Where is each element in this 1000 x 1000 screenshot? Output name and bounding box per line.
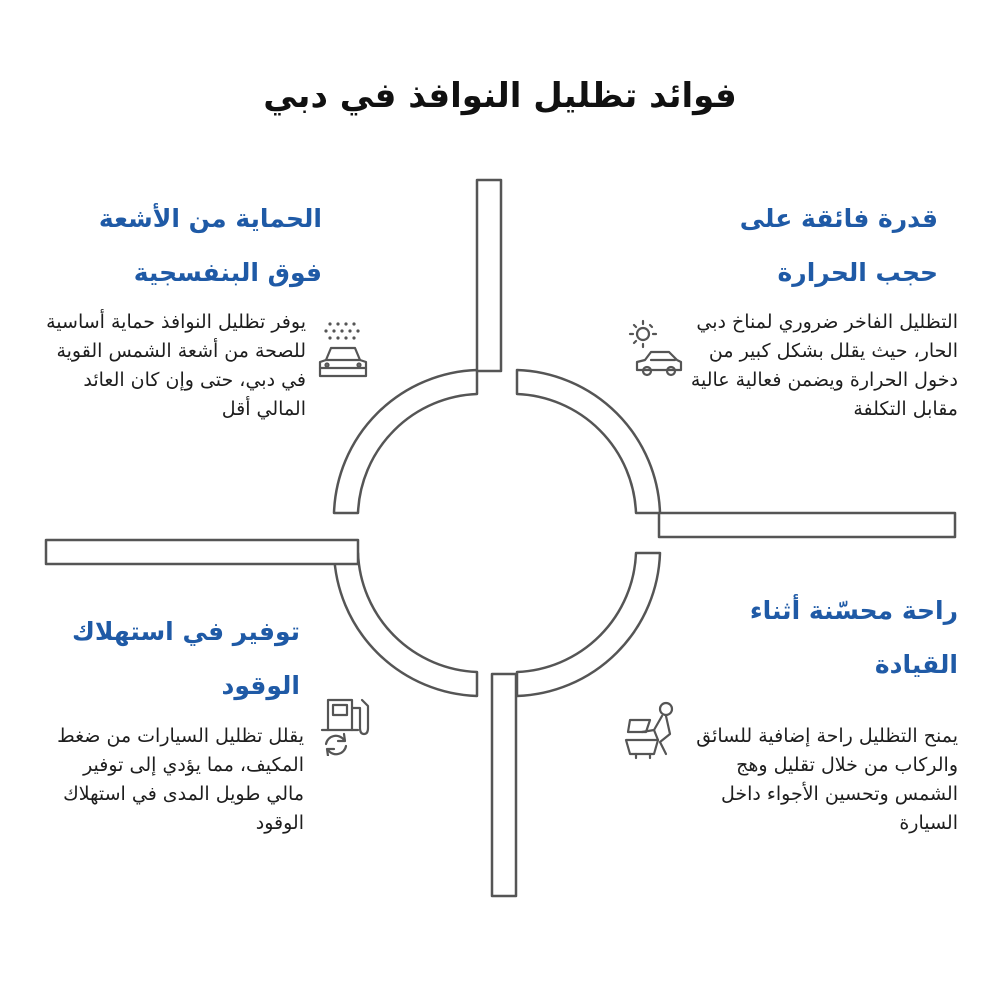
- card-title-uv: الحماية من الأشعة فوق البنفسجية: [98, 204, 322, 287]
- spoke-bottom: [492, 674, 516, 896]
- card-body-fuel: يقلل تظليل السيارات من ضغط المكيف، مما يؤدي إلى توفير مالي طويل المدى في استهلاك الوقود: [57, 725, 304, 834]
- card-body-uv: يوفر تظليل النوافذ حماية أساسية للصحة من أشعة الشمس القوية في دبي، حتى وإن كان العائد المالي أقل: [46, 311, 306, 420]
- car-rays-icon: [314, 318, 374, 382]
- card-title-heat: قدرة فائقة على حجب الحرارة: [739, 204, 938, 287]
- card-title-fuel: توفير في استهلاك الوقود: [71, 617, 300, 700]
- spoke-top: [477, 180, 501, 371]
- ring-segment-bottom-right: [517, 553, 660, 696]
- card-body-comfort: يمنح التظليل راحة إضافية للسائق والركاب من خلال تقليل وهج الشمس وتحسين الأجواء داخل السيارة: [696, 725, 958, 834]
- page-title: فوائد تظليل النوافذ في دبي: [263, 76, 737, 116]
- card-title-comfort: راحة محسّنة أثناء القيادة: [749, 596, 958, 679]
- sun-car-icon: [625, 318, 689, 382]
- ring-segment-top-right: [517, 370, 660, 513]
- seated-driver-icon: [622, 700, 686, 760]
- ring-segment-top-left: [334, 370, 477, 513]
- card-body-heat: التظليل الفاخر ضروري لمناخ دبي الحار، حيث يقلل بشكل كبير من دخول الحرارة ويضمن فعالية عالية مقابل التكلفة: [690, 311, 958, 420]
- ring-segment-bottom-left: [334, 553, 477, 696]
- spoke-left: [46, 540, 358, 564]
- spoke-right: [659, 513, 955, 537]
- fuel-pump-icon: [318, 694, 376, 756]
